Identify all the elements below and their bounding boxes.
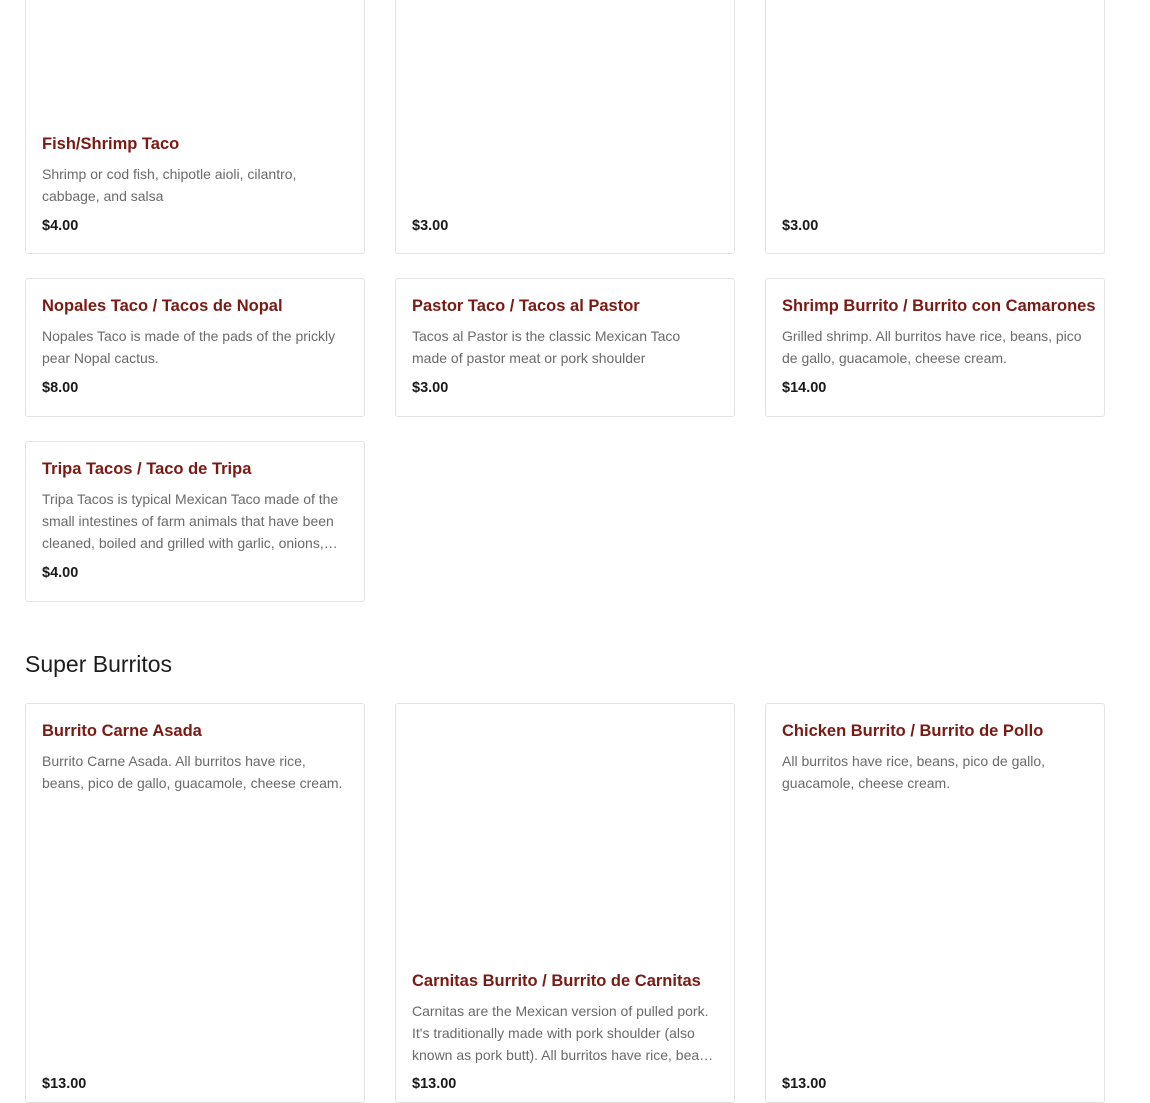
- menu-item-name: Nopales Taco / Tacos de Nopal: [42, 297, 283, 315]
- menu-item-card[interactable]: [25, 0, 365, 254]
- menu-item-name: Fish/Shrimp Taco: [42, 135, 180, 153]
- menu-item-description: Nopales Taco is made of the pads of the prickly pear Nopal cactus.: [42, 328, 336, 366]
- menu-item-card[interactable]: [25, 278, 365, 417]
- menu-item-name: Chicken Burrito / Burrito de Pollo: [782, 722, 1044, 740]
- menu-item-price: $3.00: [782, 218, 819, 234]
- menu-item-card[interactable]: [395, 0, 735, 254]
- menu-item-price: $14.00: [782, 380, 827, 396]
- menu-item-card[interactable]: [765, 278, 1105, 417]
- menu-item-price: $4.00: [42, 218, 79, 234]
- menu-item-description: All burritos have rice, beans, pico de gallo, guacamole, cheese cream.: [782, 753, 1046, 791]
- menu-item-card[interactable]: [765, 703, 1105, 1103]
- menu-item-name: Tripa Tacos / Taco de Tripa: [42, 460, 252, 478]
- menu-item-card[interactable]: [25, 703, 365, 1103]
- menu-item-name: Pastor Taco / Tacos al Pastor: [412, 297, 640, 315]
- menu-item-description: Burrito Carne Asada. All burritos have rice, beans, pico de gallo, guacamole, cheese cream.: [42, 753, 343, 791]
- menu-item-description: Carnitas are the Mexican version of pulled pork. It's traditionally made with pork shoulder (also known as pork butt). All burritos have rice, beans,: [412, 1003, 718, 1063]
- menu-item-price: $13.00: [42, 1076, 87, 1092]
- menu-item-price: $13.00: [412, 1076, 457, 1092]
- menu-item-price: $8.00: [42, 380, 79, 396]
- menu-item-card[interactable]: [765, 0, 1105, 254]
- menu-item-description: Tacos al Pastor is the classic Mexican Taco made of pastor meat or pork shoulder: [412, 328, 681, 366]
- section-title-super-burritos: Super Burritos: [25, 651, 173, 677]
- menu-item-card[interactable]: [395, 278, 735, 417]
- menu-item-price: $4.00: [42, 565, 79, 581]
- menu-item-description: Shrimp or cod fish, chipotle aioli, cilantro, cabbage, and salsa: [42, 166, 297, 204]
- menu-item-description: Tripa Tacos is typical Mexican Taco made of the small intestines of farm animals that have been cleaned, boiled and grilled with garlic, onions,: [42, 491, 339, 551]
- menu-item-card[interactable]: [395, 703, 735, 1103]
- menu-item-price: $3.00: [412, 218, 449, 234]
- menu-item-name: Shrimp Burrito / Burrito con Camarones: [782, 297, 1096, 315]
- menu-item-name: Carnitas Burrito / Burrito de Carnitas: [412, 972, 701, 990]
- menu-item-description: Grilled shrimp. All burritos have rice, beans, pico de gallo, guacamole, cheese cream.: [782, 328, 1082, 366]
- menu-item-name: Burrito Carne Asada: [42, 722, 202, 740]
- menu-item-price: $3.00: [412, 380, 449, 396]
- menu-item-price: $13.00: [782, 1076, 827, 1092]
- menu-item-card[interactable]: [25, 441, 365, 602]
